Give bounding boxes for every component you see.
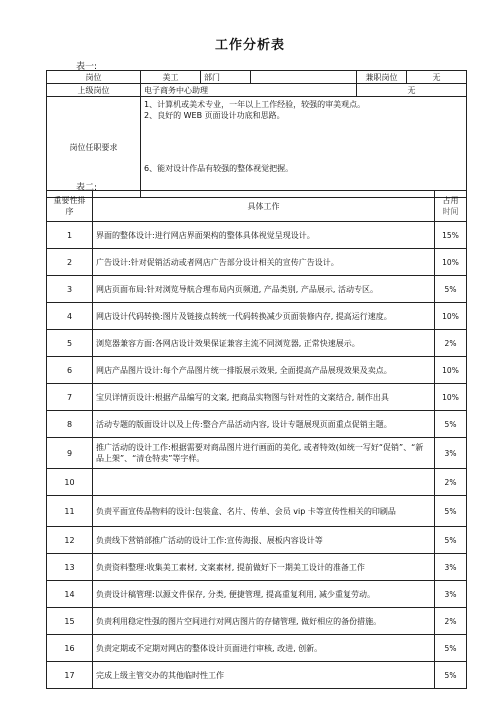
post-label: 岗位 [47, 71, 141, 84]
table-row [47, 527, 467, 554]
pct-header-top: 占用 [442, 196, 459, 205]
seq-cell: 2 [47, 249, 93, 276]
work-header: 具体工作 [93, 191, 435, 222]
requirement-item: 6、能对设计作品有较强的整体视觉把握。 [144, 164, 294, 173]
table-row [47, 496, 467, 527]
table-row [47, 635, 467, 662]
table-row [47, 249, 467, 276]
seq-cell: 11 [47, 496, 93, 527]
seq-header: 重要性排序 [47, 191, 93, 222]
table1-label: 表一: [76, 62, 98, 72]
table-row [47, 608, 467, 635]
work-cell [93, 469, 435, 496]
post-info-table [46, 70, 467, 198]
pct-cell: 3% [435, 554, 467, 581]
seq-cell: 13 [47, 554, 93, 581]
work-cell: 界面的整体设计:进行网店界面架构的整体具体视觉呈现设计。 [93, 222, 435, 249]
pct-cell: 3% [435, 438, 467, 469]
seq-cell: 7 [47, 384, 93, 411]
work-rows [47, 222, 467, 689]
work-cell: 网店页面布局:针对浏览导航合理布局内页频道, 产品类别, 产品展示, 活动专区。 [93, 276, 435, 303]
pct-cell: 2% [435, 469, 467, 496]
table-row [47, 357, 467, 384]
work-cell: 推广活动的设计工作:根据需要对商品图片进行画面的美化, 或者特效(如统一写好“促销”、“新品上架”、“清仓特卖”等字样。 [93, 438, 435, 469]
table-row [47, 330, 467, 357]
requirements-content [141, 97, 467, 198]
requirements-label: 岗位任职要求 [47, 97, 141, 198]
work-cell: 广告设计:针对促销活动或者网店广告部分设计相关的宣传广告设计。 [93, 249, 435, 276]
table-row [47, 303, 467, 330]
pct-cell: 10% [435, 384, 467, 411]
seq-cell: 14 [47, 581, 93, 608]
work-cell: 负责设计稿管理:以源文件保存, 分类, 便捷管理, 提高重复利用, 减少重复劳动。 [93, 581, 435, 608]
work-cell: 负责定期或不定期对网店的整体设计页面进行审核, 改进, 创新。 [93, 635, 435, 662]
dept-label: 部门 [201, 71, 251, 84]
pct-cell: 5% [435, 662, 467, 689]
table-row [47, 438, 467, 469]
seq-cell: 1 [47, 222, 93, 249]
table-row [47, 662, 467, 689]
seq-cell: 6 [47, 357, 93, 384]
superior-extra: 无 [357, 84, 467, 97]
superior-row [47, 84, 467, 97]
table-row [47, 554, 467, 581]
pct-cell: 2% [435, 608, 467, 635]
table-header-row [47, 191, 467, 222]
dept-value [251, 71, 357, 84]
post-value: 美工 [141, 71, 201, 84]
seq-cell: 3 [47, 276, 93, 303]
seq-cell: 10 [47, 469, 93, 496]
pct-header-bottom: 时间 [442, 207, 459, 216]
document-title: 工作分析表 [214, 38, 285, 53]
pct-cell: 3% [435, 581, 467, 608]
pct-cell: 5% [435, 411, 467, 438]
seq-cell: 16 [47, 635, 93, 662]
pct-cell: 10% [435, 249, 467, 276]
work-cell: 负责线下营销部推广活动的设计工作:宣传海报、展板内容设计等 [93, 527, 435, 554]
work-cell: 完成上级主管交办的其他临时性工作 [93, 662, 435, 689]
work-cell: 网店设计代码转换:图片及链接点转统一代码转换减少页面装修内存, 提高运行速度。 [93, 303, 435, 330]
table-row [47, 222, 467, 249]
pct-header [435, 191, 467, 222]
pct-cell: 2% [435, 330, 467, 357]
table2-label: 表二: [76, 183, 98, 193]
work-cell: 浏览器兼容方面:各网店设计效果保证兼容主流不同浏览器, 正常快速展示。 [93, 330, 435, 357]
seq-cell: 15 [47, 608, 93, 635]
seq-cell: 5 [47, 330, 93, 357]
table-row [47, 384, 467, 411]
superior-label: 上级岗位 [47, 84, 141, 97]
table-row [47, 276, 467, 303]
concurrent-label: 兼职岗位 [357, 71, 407, 84]
requirement-item: 2、良好的 WEB 页面设计功底和思路。 [144, 111, 285, 120]
seq-cell: 12 [47, 527, 93, 554]
post-row [47, 71, 467, 84]
pct-cell: 5% [435, 276, 467, 303]
table-row [47, 411, 467, 438]
pct-cell: 5% [435, 527, 467, 554]
table-row [47, 581, 467, 608]
work-cell: 负责利用稳定性强的图片空间进行对网店图片的存储管理, 做好相应的备份措施。 [93, 608, 435, 635]
work-table [46, 190, 467, 689]
work-cell: 宝贝详情页设计:根据产品编写的文案, 把商品实物图与针对性的文案结合, 制作出具 [93, 384, 435, 411]
seq-cell: 8 [47, 411, 93, 438]
pct-cell: 15% [435, 222, 467, 249]
work-cell: 活动专题的版面设计以及上传:整合产品活动内容, 设计专题展现页面重点促销主题。 [93, 411, 435, 438]
pct-cell: 5% [435, 496, 467, 527]
seq-cell: 17 [47, 662, 93, 689]
pct-cell: 10% [435, 357, 467, 384]
table-row [47, 469, 467, 496]
concurrent-value: 无 [407, 71, 467, 84]
requirements-row [47, 97, 467, 198]
seq-cell: 4 [47, 303, 93, 330]
work-cell: 网店产品图片设计:每个产品图片统一排版展示效果, 全面提高产品展现效果及卖点。 [93, 357, 435, 384]
pct-cell: 5% [435, 635, 467, 662]
superior-value: 电子商务中心助理 [141, 84, 357, 97]
requirement-item: 1、计算机或美术专业，一年以上工作经验，较强的审美观点。 [144, 100, 366, 109]
pct-cell: 10% [435, 303, 467, 330]
work-cell: 负责平面宣传品物料的设计:包装盒、名片、传单、会员 vip 卡等宣传性相关的印刷品 [93, 496, 435, 527]
seq-cell: 9 [47, 438, 93, 469]
work-cell: 负责资料整理:收集美工素材, 文案素材, 提前做好下一期美工设计的准备工作 [93, 554, 435, 581]
